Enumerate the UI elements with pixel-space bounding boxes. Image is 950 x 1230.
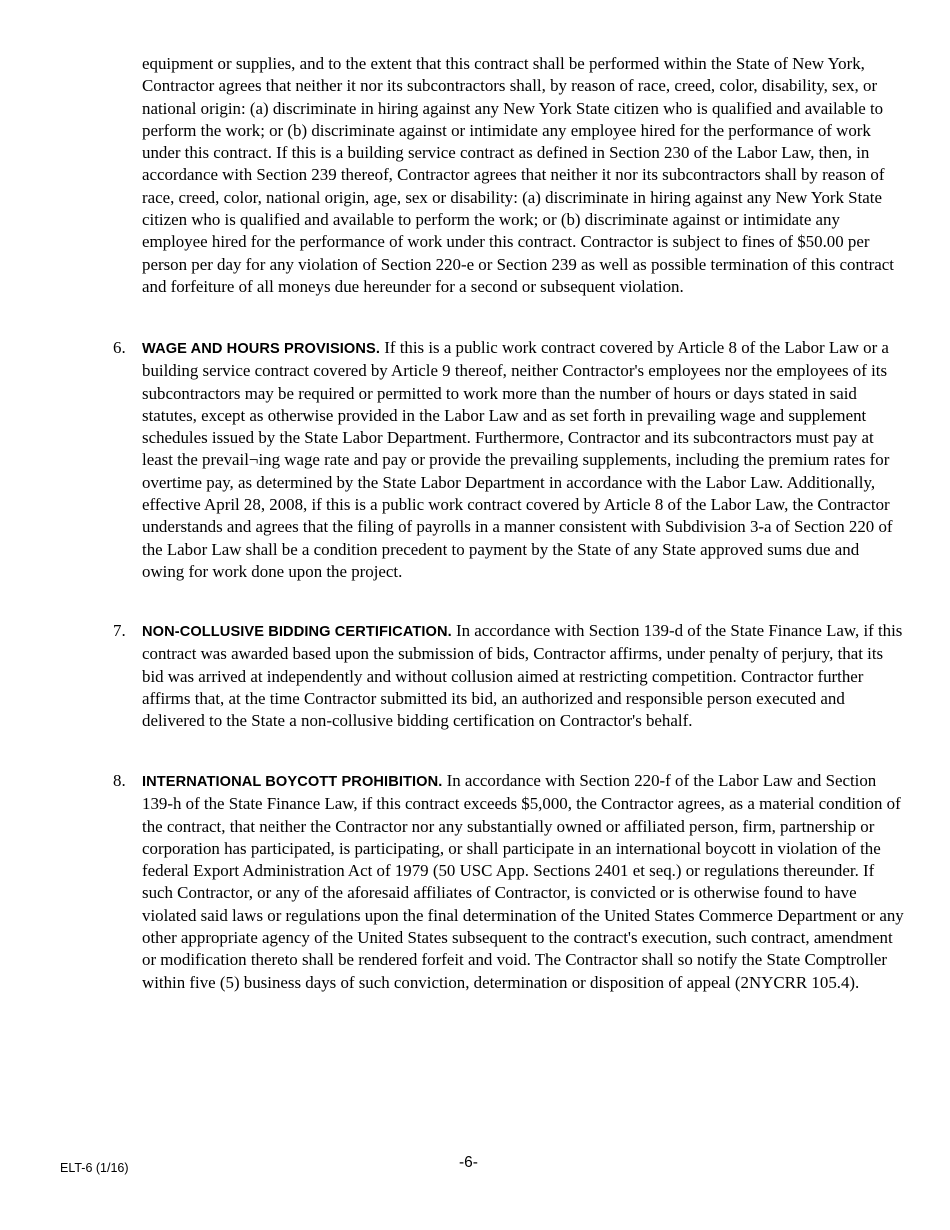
continued-paragraph: equipment or supplies, and to the extent that this contract shall be performed within the State of New York, Contractor agrees that neither it nor its subcontractors shall, by reason of race, creed, color, disability, sex, or national origin: (a) discriminate in hiring against any New York State citizen who is qualified and available to perform the work; or (b) discriminate against or intimidate any employee hired for the performance of work under this contract. If this is a building service contract as defined in Section 230 of the Labor Law, then, in accordance with Section 239 thereof, Contractor agrees that neither it nor its subcontractors shall by reason of race, creed, color, national origin, age, sex or disability: (a) discriminate in hiring against any New York State citizen who is qualified and available to perform the work; or (b) discriminate against or intimidate any employee hired for the performance of work under this contract. Contractor is subject to fines of $50.00 per person per day for any violation of Section 220-e or Section 239 as well as possible termination of this contract and forfeiture of all moneys due hereunder for a second or subsequent violation.: [142, 54, 894, 296]
clause-heading: INTERNATIONAL BOYCOTT PROHIBITION.: [142, 774, 443, 790]
clause-6: [113, 337, 905, 583]
clause-body: [142, 620, 905, 732]
clause-body: [142, 770, 905, 994]
clause-text: In accordance with Section 139-d of the State Finance Law, if this contract was awarded based upon the submission of bids, Contractor affirms, under penalty of perjury, that its bid was arrived at independently and without collusion aimed at restricting competition. Contractor further affirms that, at the time Contractor submitted its bid, an authorized and responsible person executed and delivered to the State a non-collusive bidding certification on Contractor's behalf.: [142, 621, 903, 731]
clause-heading: NON-COLLUSIVE BIDDING CERTIFICATION.: [142, 624, 452, 640]
clause-heading: WAGE AND HOURS PROVISIONS.: [142, 341, 381, 357]
clause-number: 7.: [113, 621, 126, 640]
form-identifier: ELT-6 (1/16): [60, 1161, 129, 1175]
clause-text: If this is a public work contract covered by Article 8 of the Labor Law or a building service contract covered by Article 9 thereof, neither Contractor's employees nor the employees of its subcontractors may be required or permitted to work more than the number of hours or days stated in said statutes, except as otherwise provided in the Labor Law and as set forth in prevailing wage and supplement schedules issued by the State Labor Department. Furthermore, Contractor and its subcontractors must pay at least the prevail¬ing wage rate and pay or provide the prevailing supplements, including the premium rates for overtime pay, as determined by the State Labor Department in accordance with the Labor Law. Additionally, effective April 28, 2008, if this is a public work contract covered by Article 8 of the Labor Law, the Contractor understands and agrees that the filing of payrolls in a manner consistent with Subdivision 3-a of Section 220 of the Labor Law shall be a condition precedent to payment by the State of any State approved sums due and owing for work done upon the project.: [142, 338, 893, 581]
clause-number: 8.: [113, 771, 126, 790]
clause-number: 6.: [113, 338, 126, 357]
clause-8: [113, 770, 905, 994]
clause-7: [113, 620, 905, 732]
page-number: -6-: [459, 1154, 478, 1171]
clause-body: [142, 337, 905, 583]
clause-text: In accordance with Section 220-f of the Labor Law and Section 139-h of the State Finance Law, if this contract exceeds $5,000, the Contractor agrees, as a material condition of the contract, that neither the Contractor nor any substantially owned or affiliated person, firm, partnership or corporation has participated, is participating, or shall participate in an international boycott in violation of the federal Export Administration Act of 1979 (50 USC App. Sections 2401 et seq.) or regulations thereunder. If such Contractor, or any of the aforesaid affiliates of Contractor, is convicted or is otherwise found to have violated said laws or regulations upon the final determination of the United States Commerce Department or any other appropriate agency of the United States subsequent to the contract's execution, such contract, amendment or modification thereto shall be rendered forfeit and void. The Contractor shall so notify the State Comptroller within five (5) business days of such conviction, determination or disposition of appeal (2NYCRR 105.4).: [142, 771, 904, 992]
